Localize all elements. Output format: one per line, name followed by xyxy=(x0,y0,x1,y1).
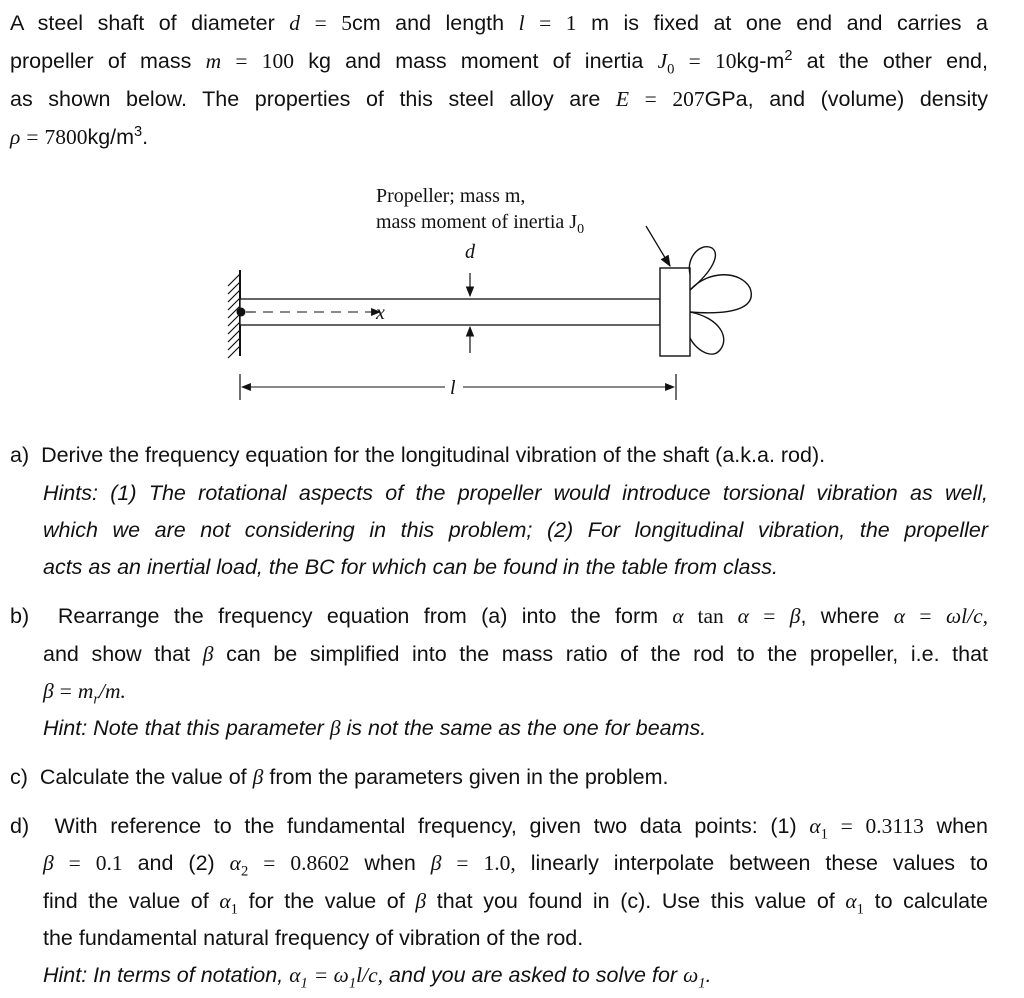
d-label: d xyxy=(465,241,475,263)
question-a-hint-2: which we are not considering in this problem; (2) For longitudinal vibration, the propeller xyxy=(43,518,988,542)
question-d-hint: Hint: In terms of notation, $\alpha_1 = \omega_1l/c$, and you are asked to solve for $\omega_1$. xyxy=(43,963,712,992)
question-b-line-3: $\beta = m_r/m$. xyxy=(43,679,126,708)
question-c: c) Calculate the value of β from the parameters given in the problem. xyxy=(10,765,669,789)
question-b-line-1: b) Rearrange the frequency equation from (a) into the form α tan α = β, where α = ωl/c, xyxy=(10,604,988,628)
shaft-propeller-figure xyxy=(220,178,820,413)
question-a: a) Derive the frequency equation for the longitudinal vibration of the shaft (a.k.a. rod). xyxy=(10,443,826,467)
question-a-hint-1: Hints: (1) The rotational aspects of the propeller would introduce torsional vibration as well, xyxy=(43,481,988,505)
question-a-hint-3: acts as an inertial load, the BC for which can be found in the table from class. xyxy=(43,555,778,579)
intro-line-2: propeller of mass m = 100 kg and mass moment of inertia $J_0 = 10kg-m^2$ at the other end, xyxy=(10,47,988,78)
x-label: x xyxy=(376,302,385,324)
intro-line-1: A steel shaft of diameter d = 5cm and length l = 1 m is fixed at one end and carries a xyxy=(10,11,988,35)
propeller-label-line1: Propeller; mass m, xyxy=(376,185,526,207)
question-d-line-1: d) With reference to the fundamental frequency, given two data points: (1) $\alpha_1 = 0.3113$ when xyxy=(10,814,988,843)
propeller-hub xyxy=(660,268,690,356)
origin-dot xyxy=(237,308,246,317)
intro-line-3: as shown below. The properties of this steel alloy are E = 207GPa, and (volume) density xyxy=(10,87,988,111)
length-dimension xyxy=(240,374,676,400)
propeller-pointer-arrow xyxy=(646,226,670,266)
question-b-line-2: and show that β can be simplified into the mass ratio of the rod to the propeller, i.e. that xyxy=(43,642,989,666)
question-d-line-2: β = 0.1 and (2) $\alpha_2 = 0.8602$ when β = 1.0, linearly interpolate between these values to xyxy=(43,851,988,880)
question-d-line-3: find the value of $\alpha_1$ for the value of β that you found in (c). Use this value of $\alpha_1$ to calculate xyxy=(43,889,989,918)
l-label: l xyxy=(450,377,456,399)
intro-line-4: $\rho = 7800kg/m^3$. xyxy=(10,123,149,149)
propeller-label-line2: mass moment of inertia $J_0$ xyxy=(376,211,585,237)
figure-svg xyxy=(220,178,820,413)
question-b-hint: Hint: Note that this parameter β is not the same as the one for beams. xyxy=(43,716,707,740)
propeller-blades xyxy=(689,247,751,354)
question-d-line-4: the fundamental natural frequency of vibration of the rod. xyxy=(43,926,584,950)
